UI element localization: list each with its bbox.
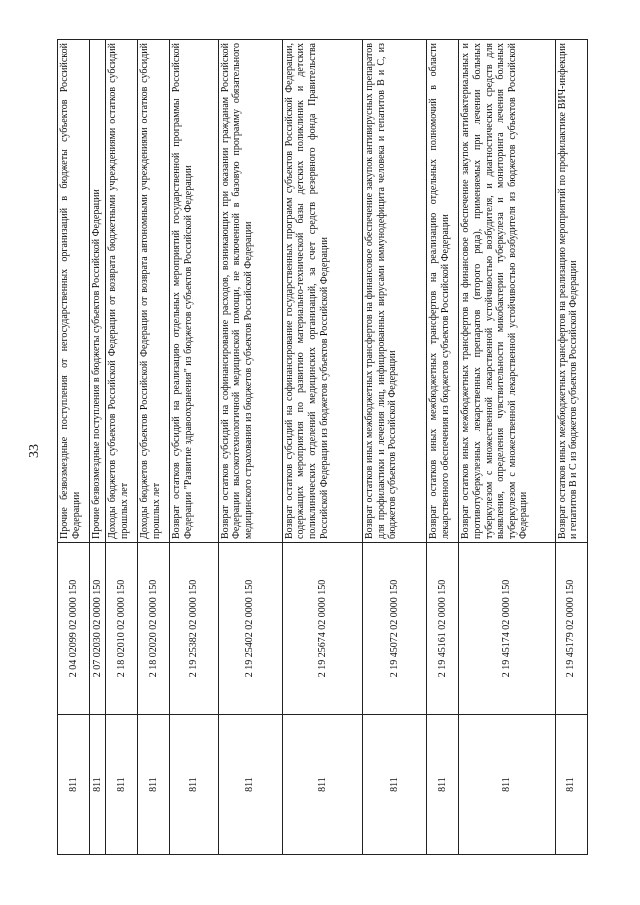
table-row bbox=[90, 40, 106, 855]
description-cell: Прочие безвозмездные поступления от негосударственных организаций в бюджеты субъектов Российской Федерации bbox=[58, 40, 90, 543]
admin-code-cell: 811 bbox=[170, 715, 218, 855]
description-cell: Возврат остатков субсидий на реализацию отдельных мероприятий государственной программы Российской Федерации "Развитие здравоохранения" из бюджетов субъектов Российской Федерации bbox=[170, 40, 218, 543]
kbk-code-cell: 2 19 45179 02 0000 150 bbox=[555, 543, 587, 715]
description-cell: Прочие безвозмездные поступления в бюджеты субъектов Российской Федерации bbox=[90, 40, 106, 543]
admin-code-cell: 811 bbox=[218, 715, 282, 855]
description-cell: Возврат остатков иных межбюджетных трансфертов на финансовое обеспечение закупок антивирусных препаратов для профилактики и лечения лиц, инфицированных вирусами иммунодефицита человека и гепатитов В и С, из бюджетов субъектов Российской Федерации bbox=[363, 40, 427, 543]
table-row bbox=[555, 40, 587, 855]
rotated-page bbox=[57, 40, 587, 855]
table-row bbox=[427, 40, 459, 855]
admin-code-cell: 811 bbox=[363, 715, 427, 855]
kbk-code-cell: 2 18 02020 02 0000 150 bbox=[138, 543, 170, 715]
kbk-code-cell: 2 19 25674 02 0000 150 bbox=[282, 543, 362, 715]
kbk-code-cell: 2 18 02010 02 0000 150 bbox=[106, 543, 138, 715]
table-row bbox=[106, 40, 138, 855]
description-cell: Возврат остатков субсидий на софинансирование государственных программ субъектов Российской Федерации, содержащих мероприятия по развитию материально-технической базы детских поликлиник и детских поликлинических отделений медицинских организаций, за счет средств резервного фонда Правительства Российской Федерации из бюджетов субъектов Российской Федерации bbox=[282, 40, 362, 543]
kbk-code-cell: 2 19 25402 02 0000 150 bbox=[218, 543, 282, 715]
admin-code-cell: 811 bbox=[555, 715, 587, 855]
admin-code-cell: 811 bbox=[459, 715, 555, 855]
table-row bbox=[58, 40, 90, 855]
kbk-code-cell: 2 19 25382 02 0000 150 bbox=[170, 543, 218, 715]
kbk-code-cell: 2 19 45161 02 0000 150 bbox=[427, 543, 459, 715]
table-row bbox=[170, 40, 218, 855]
table-row bbox=[282, 40, 362, 855]
table-row bbox=[138, 40, 170, 855]
kbk-code-cell: 2 19 45072 02 0000 150 bbox=[363, 543, 427, 715]
admin-code-cell: 811 bbox=[90, 715, 106, 855]
kbk-code-cell: 2 19 45174 02 0000 150 bbox=[459, 543, 555, 715]
kbk-code-cell: 2 07 02030 02 0000 150 bbox=[90, 543, 106, 715]
admin-code-cell: 811 bbox=[138, 715, 170, 855]
admin-code-cell: 811 bbox=[427, 715, 459, 855]
admin-code-cell: 811 bbox=[58, 715, 90, 855]
table-row bbox=[218, 40, 282, 855]
description-cell: Возврат остатков субсидий на софинансирование расходов, возникающих при оказании гражданам Российской Федерации высокотехнологичной медицинской помощи, не включенной в базовую программу обязательного медицинского страхования из бюджетов субъектов Российской Федерации bbox=[218, 40, 282, 543]
description-cell: Доходы бюджетов субъектов Российской Федерации от возврата бюджетными учреждениями остатков субсидий прошлых лет bbox=[106, 40, 138, 543]
description-cell: Возврат остатков иных межбюджетных трансфертов на реализацию мероприятий по профилактике ВИЧ-инфекции и гепатитов В и С из бюджетов субъектов Российской Федерации bbox=[555, 40, 587, 543]
page-number: 33 bbox=[27, 444, 42, 458]
admin-code-cell: 811 bbox=[282, 715, 362, 855]
budget-codes-table bbox=[57, 39, 588, 855]
kbk-code-cell: 2 04 02099 02 0000 150 bbox=[58, 543, 90, 715]
table-body bbox=[58, 40, 588, 855]
table-row bbox=[459, 40, 555, 855]
table-row bbox=[363, 40, 427, 855]
description-cell: Возврат остатков иных межбюджетных трансфертов на реализацию отдельных полномочий в области лекарственного обеспечения из бюджетов субъектов Российской Федерации bbox=[427, 40, 459, 543]
description-cell: Доходы бюджетов субъектов Российской Федерации от возврата автономными учреждениями остатков субсидий прошлых лет bbox=[138, 40, 170, 543]
description-cell: Возврат остатков иных межбюджетных трансфертов на финансовое обеспечение закупок антибактериальных и противотуберкулезных лекарственных препаратов (второго ряда), применяемых при лечении больных туберкулезом с множественной лекарственной устойчивостью возбудителя, и диагностических средств для выявления, определения чувствительности микобактерии туберкулеза и мониторинга лечения больных туберкулезом с множественной лекарственной устойчивостью возбудителя из бюджетов субъектов Российской Федерации bbox=[459, 40, 555, 543]
admin-code-cell: 811 bbox=[106, 715, 138, 855]
